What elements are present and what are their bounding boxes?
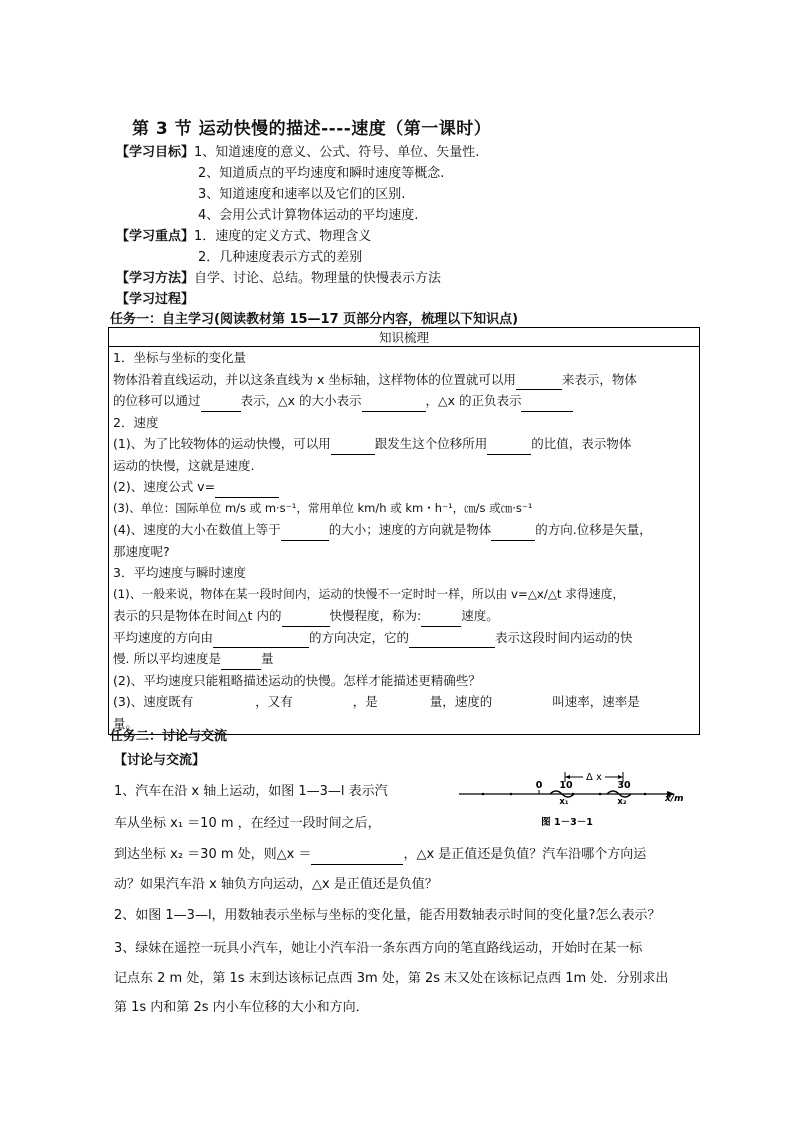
fill-blank[interactable] [281,526,329,541]
table-line: (3)、单位：国际单位 m/s 或 m·s⁻¹，常用单位 km/h 或 km・h⁻¹，㎝/s 或㎝·s⁻¹ [113,500,533,515]
text: 来表示，物体 [561,371,637,387]
text: 的大小；速度的方向就是物体 [328,522,492,537]
q1-line: 车从坐标 x₁ ＝10 m ，在经过一段时间之后， [114,816,381,831]
text: 的位移可以通过 [113,393,201,408]
text: 跟发生这个位移所用 [374,436,488,451]
text: 叫速率，速率是 [552,694,640,709]
text: 表示，△x 的大小表示 [240,393,362,408]
text: 快慢程度，称为: [329,608,422,623]
text: 的方向决定，它的 [309,629,410,645]
keypoints-row-1 [116,225,371,244]
q1-line [114,845,646,865]
fill-blank[interactable] [311,850,403,865]
text: 表示这段时间内运动的快 [495,629,633,645]
q1-line: 动？如果汽车沿 x 轴负方向运动，△x 是正值还是负值？ [114,877,438,892]
objective-item: 3、知道速度和速率以及它们的区别. [198,187,406,202]
fill-blank[interactable] [362,397,426,412]
text: (2)、速度公式 v= [113,479,216,494]
text: 的比值，表示物体 [531,436,632,451]
section-heading: 2．速度 [113,414,159,430]
discuss-label: 【讨论与交流】 [114,753,206,768]
keypoint-item: 2．几种速度表示方式的差别 [198,250,363,265]
section-heading: 1．坐标与坐标的变化量 [113,350,246,365]
text: ，△x 的正负表示 [425,393,522,408]
text: 量，速度的 [429,694,493,709]
table-line [113,605,695,627]
text: ，△x 是正值还是负值？汽车沿哪个方向运 [403,847,647,862]
table-line [113,519,695,541]
objectives-label: 【学习目标】 [116,145,195,160]
table-line [113,627,695,649]
table-line [113,648,695,670]
page-title: 第 3 节 运动快慢的描述----速度（第一课时） [132,119,492,139]
table-line [113,390,695,412]
text: 物体沿着直线运动，并以这条直线为 x 坐标轴，这样物体的位置就可以用 [113,371,516,387]
table-body [109,347,700,735]
task1-heading: 任务一：自主学习(阅读教材第 15—17 页部分内容，梳理以下知识点) [110,312,519,327]
q1-line: 1、汽车在沿 x 轴上运动，如图 1—3—l 表示汽 [114,784,388,799]
fill-blank[interactable] [221,655,261,670]
q3-line: 3、绿妹在遥控一玩具小汽车，她让小汽车沿一条东西方向的笔直路线运动，开始时在某一标 [114,941,643,956]
text: ，是 [352,694,378,709]
text: 到达坐标 x₂ ＝30 m 处，则△x ＝ [114,847,312,862]
dx-label: Δ x [586,772,602,783]
table-line: 那速度呢? [113,543,170,559]
fill-blank[interactable] [215,483,279,498]
objectives-row-1 [116,141,479,160]
keypoint-item: 1．速度的定义方式、物理含义 [194,229,372,244]
fill-blank[interactable] [487,440,531,455]
text: ，又有 [255,694,293,709]
text: (4)、速度的大小在数值上等于 [113,522,281,537]
figure-caption: 图 1－3－1 [541,817,593,828]
fill-blank[interactable] [331,440,375,455]
table-line: (2)、平均速度只能粗略描述运动的快慢。怎样才能描述更精确些？ [113,672,481,688]
fill-blank[interactable] [516,375,562,390]
task2-heading: 任务二：讨论与交流 [110,729,228,744]
text: 的方向.位移是矢量， [535,522,652,537]
method-text: 自学、讨论、总结。物理量的快慢表示方法 [194,271,442,286]
text: 量 [260,651,274,666]
tick-label: 30 [617,780,631,791]
x2-label: x₂ [617,797,627,807]
axis-figure [455,760,685,830]
x1-label: x₁ [559,797,569,807]
table-line: (1)、一般来说，物体在某一段时间内，运动的快慢不一定时时一样，所以由 v=△x/△t 求得速度， [113,586,625,601]
objective-item: 4、会用公式计算物体运动的平均速度. [198,208,419,223]
tick-label: 10 [559,780,573,791]
fill-blank[interactable] [213,633,309,648]
text: 慢. 所以平均速度是 [113,651,221,666]
fill-blank[interactable] [282,612,330,627]
keypoints-label: 【学习重点】 [116,229,195,244]
q3-line: 第 1s 内和第 2s 内小车位移的大小和方向． [114,1000,369,1015]
text: 平均速度的方向由 [113,629,214,645]
objective-item: 2、知道质点的平均速度和瞬时速度等概念. [198,166,445,181]
fill-blank[interactable] [521,397,573,412]
table-line [113,691,695,713]
text: 表示的只是物体在时间△t 内的 [113,608,282,623]
axis-label: x/m [665,794,684,804]
method-row [116,267,441,286]
knowledge-table [108,327,700,735]
process-label: 【学习过程】 [116,292,195,307]
text: (1)、为了比较物体的运动快慢，可以用 [113,436,331,451]
tick-label: 0 [535,780,543,791]
method-label: 【学习方法】 [116,271,195,286]
text: 速度。 [461,608,499,623]
table-line [113,369,695,391]
table-header: 知识梳理 [109,328,700,347]
fill-blank[interactable] [491,526,535,541]
fill-blank[interactable] [201,397,241,412]
q3-line: 记点东 2 m 处，第 1s 末到达该标记点西 3m 处，第 2s 末又处在该标记点西 1m 处．分别求出 [114,971,669,986]
table-line: 运动的快慢，这就是速度. [113,457,255,473]
objective-item: 1、知道速度的意义、公式、符号、单位、矢量性. [194,145,480,160]
text: (3)、速度既有 [113,694,194,709]
fill-blank[interactable] [409,633,495,648]
section-heading: 3．平均速度与瞬时速度 [113,565,246,580]
q2-line: 2、如图 1—3—l，用数轴表示坐标与坐标的变化量，能否用数轴表示时间的变化量?怎么表示？ [114,908,661,923]
table-line [113,476,695,498]
table-line [113,433,695,455]
table-line: 量。 [113,715,139,731]
fill-blank[interactable] [421,612,461,627]
